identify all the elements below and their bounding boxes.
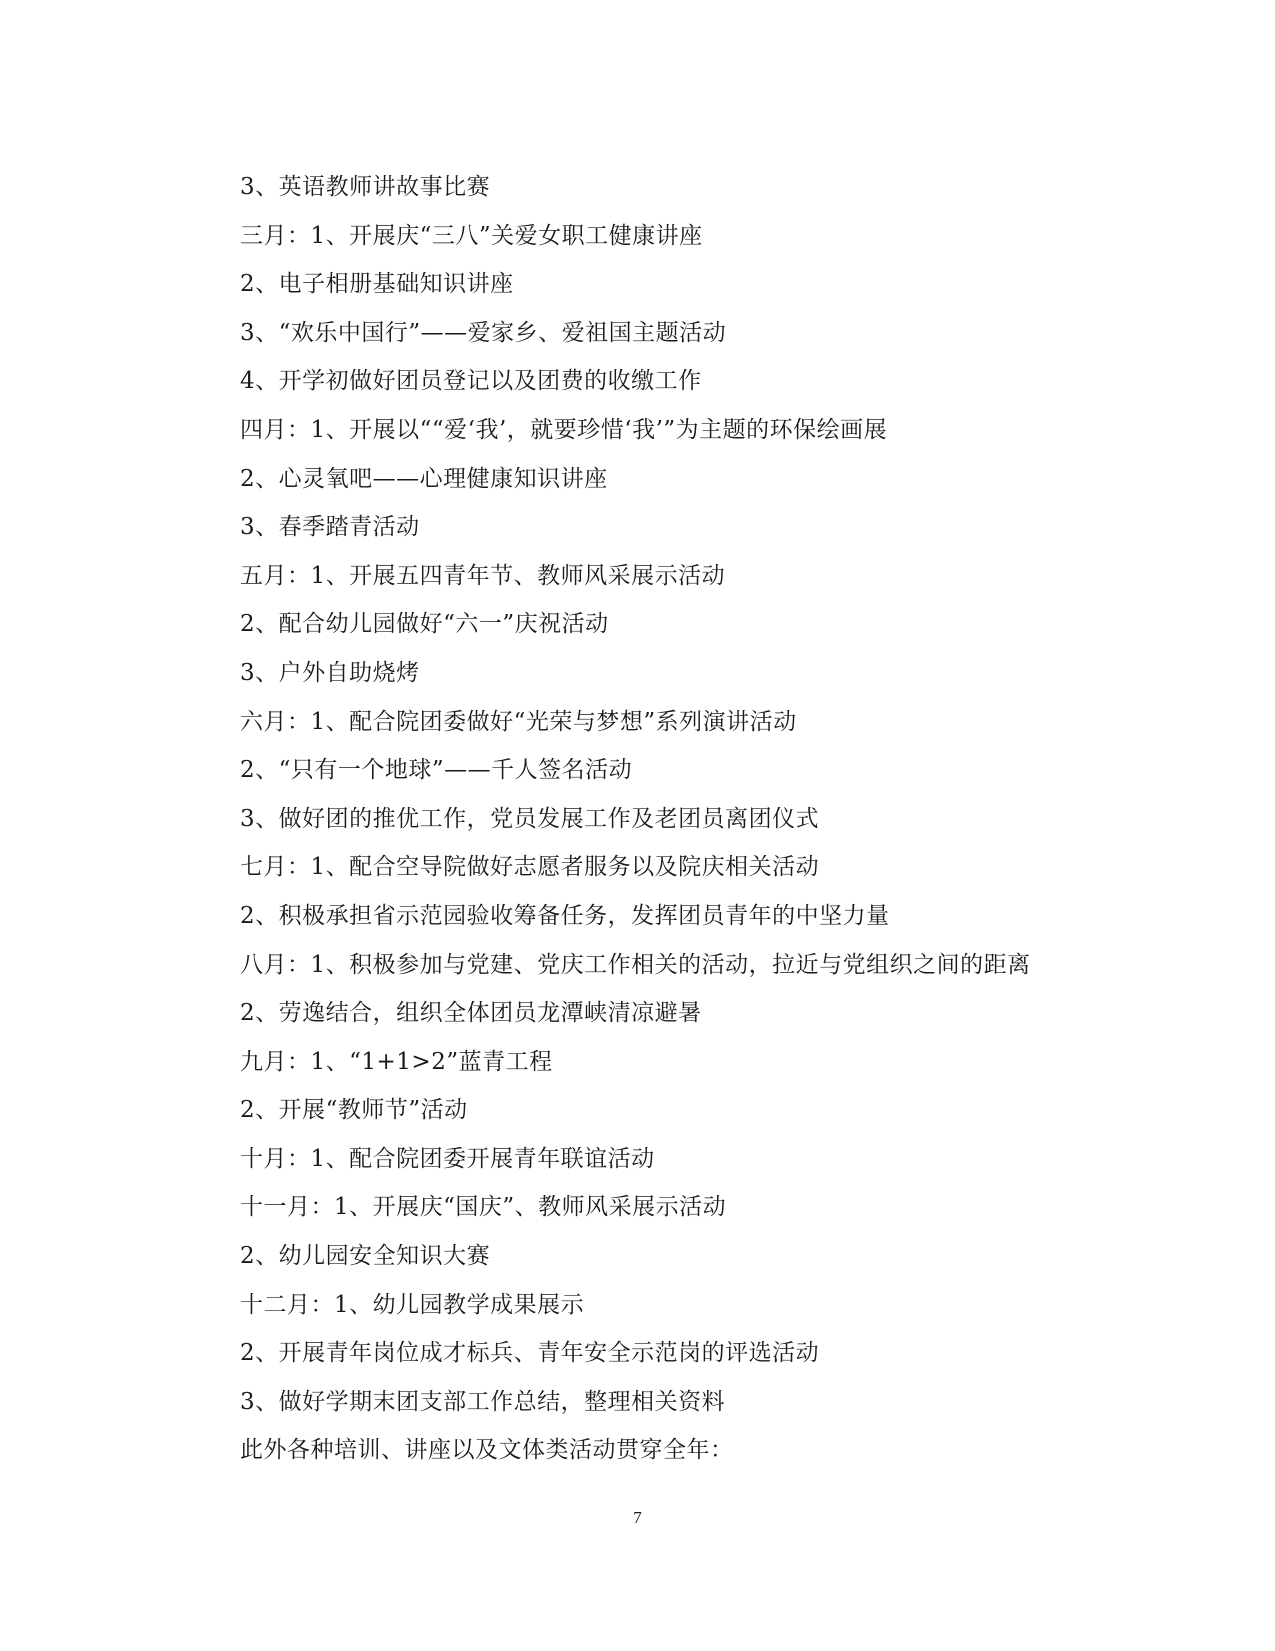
text-line: 2、电子相册基础知识讲座 [240, 271, 514, 298]
text-line: 2、开展青年岗位成才标兵、青年安全示范岗的评选活动 [240, 1340, 820, 1367]
text-line: 十二月：1、幼儿园教学成果展示 [240, 1291, 585, 1318]
text-line: 十月：1、配合院团委开展青年联谊活动 [240, 1145, 655, 1172]
text-line: 七月：1、配合空导院做好志愿者服务以及院庆相关活动 [240, 854, 820, 881]
text-line: 九月：1、“1+1>2”蓝青工程 [240, 1048, 553, 1075]
text-line: 此外各种培训、讲座以及文体类活动贯穿全年： [240, 1437, 734, 1464]
text-line: 2、“只有一个地球”——千人签名活动 [240, 757, 633, 784]
text-line: 2、积极承担省示范园验收筹备任务，发挥团员青年的中坚力量 [240, 902, 890, 929]
text-line: 四月：1、开展以““爱‘我’，就要珍惜‘我’”为主题的环保绘画展 [240, 416, 888, 443]
text-line: 3、春季踏青活动 [240, 514, 420, 541]
text-line: 4、开学初做好团员登记以及团费的收缴工作 [240, 368, 702, 395]
text-line: 六月：1、配合院团委做好“光荣与梦想”系列演讲活动 [240, 708, 797, 735]
text-line: 2、劳逸结合，组织全体团员龙潭峡清凉避暑 [240, 1000, 702, 1027]
text-line: 3、做好团的推优工作，党员发展工作及老团员离团仪式 [240, 805, 820, 832]
text-line: 2、配合幼儿园做好“六一”庆祝活动 [240, 611, 609, 638]
text-line: 3、做好学期末团支部工作总结，整理相关资料 [240, 1388, 726, 1415]
body-text [240, 163, 1140, 1475]
text-line: 3、英语教师讲故事比赛 [240, 174, 491, 200]
text-line: 2、心灵氧吧——心理健康知识讲座 [240, 465, 608, 492]
text-line: 2、开展“教师节”活动 [240, 1097, 468, 1124]
text-line: 五月：1、开展五四青年节、教师风采展示活动 [240, 562, 726, 589]
text-line: 八月：1、积极参加与党建、党庆工作相关的活动，拉近与党组织之间的距离 [240, 951, 1031, 978]
text-line: 3、“欢乐中国行”——爱家乡、爱祖国主题活动 [240, 319, 727, 346]
text-line: 三月：1、开展庆“三八”关爱女职工健康讲座 [240, 222, 703, 249]
text-line: 十一月：1、开展庆“国庆”、教师风采展示活动 [240, 1194, 727, 1221]
page-number: 7 [633, 1508, 642, 1527]
text-line: 2、幼儿园安全知识大赛 [240, 1243, 491, 1270]
text-line: 3、户外自助烧烤 [240, 659, 420, 686]
